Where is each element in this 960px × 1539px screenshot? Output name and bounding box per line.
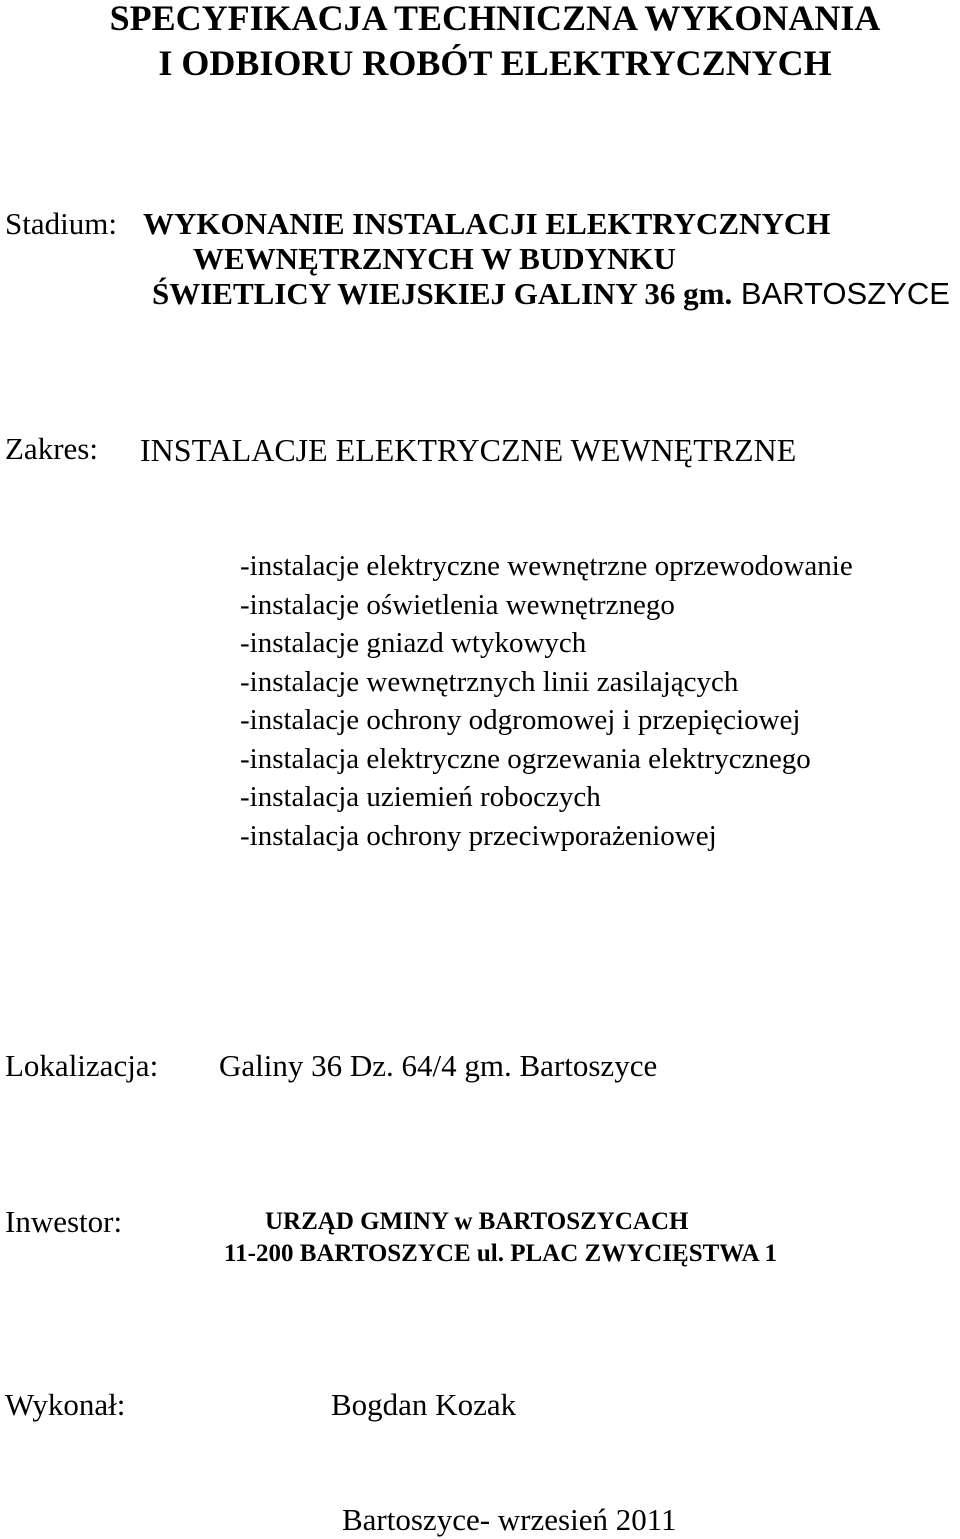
scope-list-item: -instalacje ochrony odgromowej i przepięciowej <box>240 704 801 736</box>
zakres-scope-list <box>240 547 853 855</box>
scope-list-item: -instalacja elektryczne ogrzewania elektrycznego <box>240 742 811 775</box>
lokalizacja-label: Lokalizacja: <box>5 1048 159 1083</box>
document-title-line-1: SPECYFIKACJA TECHNICZNA WYKONANIA <box>109 0 881 38</box>
document-title-line-2: I ODBIORU ROBÓT ELEKTRYCZNYCH <box>158 43 832 83</box>
scope-list-item: -instalacje oświetlenia wewnętrznego <box>240 588 675 621</box>
zakres-value: INSTALACJE ELEKTRYCZNE WEWNĘTRZNE <box>140 432 797 468</box>
lokalizacja-value: Galiny 36 Dz. 64/4 gm. Bartoszyce <box>219 1048 658 1083</box>
stadium-value-line-3 <box>152 275 950 313</box>
stadium-value-line-3-rest: BARTOSZYCE <box>732 276 950 311</box>
stadium-label: Stadium: <box>5 206 117 241</box>
wykonal-label: Wykonał: <box>5 1387 126 1422</box>
scope-list-item: -instalacje wewnętrznych linii zasilających <box>240 665 739 698</box>
stadium-value-line-1: WYKONANIE INSTALACJI ELEKTRYCZNYCH <box>143 206 831 241</box>
scope-list-item: -instalacja uziemień roboczych <box>240 781 601 813</box>
scope-list-item: -instalacje gniazd wtykowych <box>240 627 587 659</box>
inwestor-value-line-1: URZĄD GMINY w BARTOSZYCACH <box>265 1208 689 1235</box>
inwestor-value-line-2: 11-200 BARTOSZYCE ul. PLAC ZWYCIĘSTWA 1 <box>224 1240 777 1267</box>
inwestor-label: Inwestor: <box>5 1204 123 1239</box>
zakres-label: Zakres: <box>5 431 98 466</box>
wykonal-value: Bogdan Kozak <box>331 1387 517 1422</box>
stadium-value-line-3-bold: ŚWIETLICY WIEJSKIEJ GALINY 36 gm. <box>152 276 733 311</box>
footer-place-date: Bartoszyce- wrzesień 2011 <box>342 1502 677 1537</box>
scope-list-item: -instalacja ochrony przeciwporażeniowej <box>240 819 717 852</box>
scope-list-item: -instalacje elektryczne wewnętrzne oprzewodowanie <box>240 550 853 582</box>
stadium-value-line-2: WEWNĘTRZNYCH W BUDYNKU <box>193 241 676 276</box>
